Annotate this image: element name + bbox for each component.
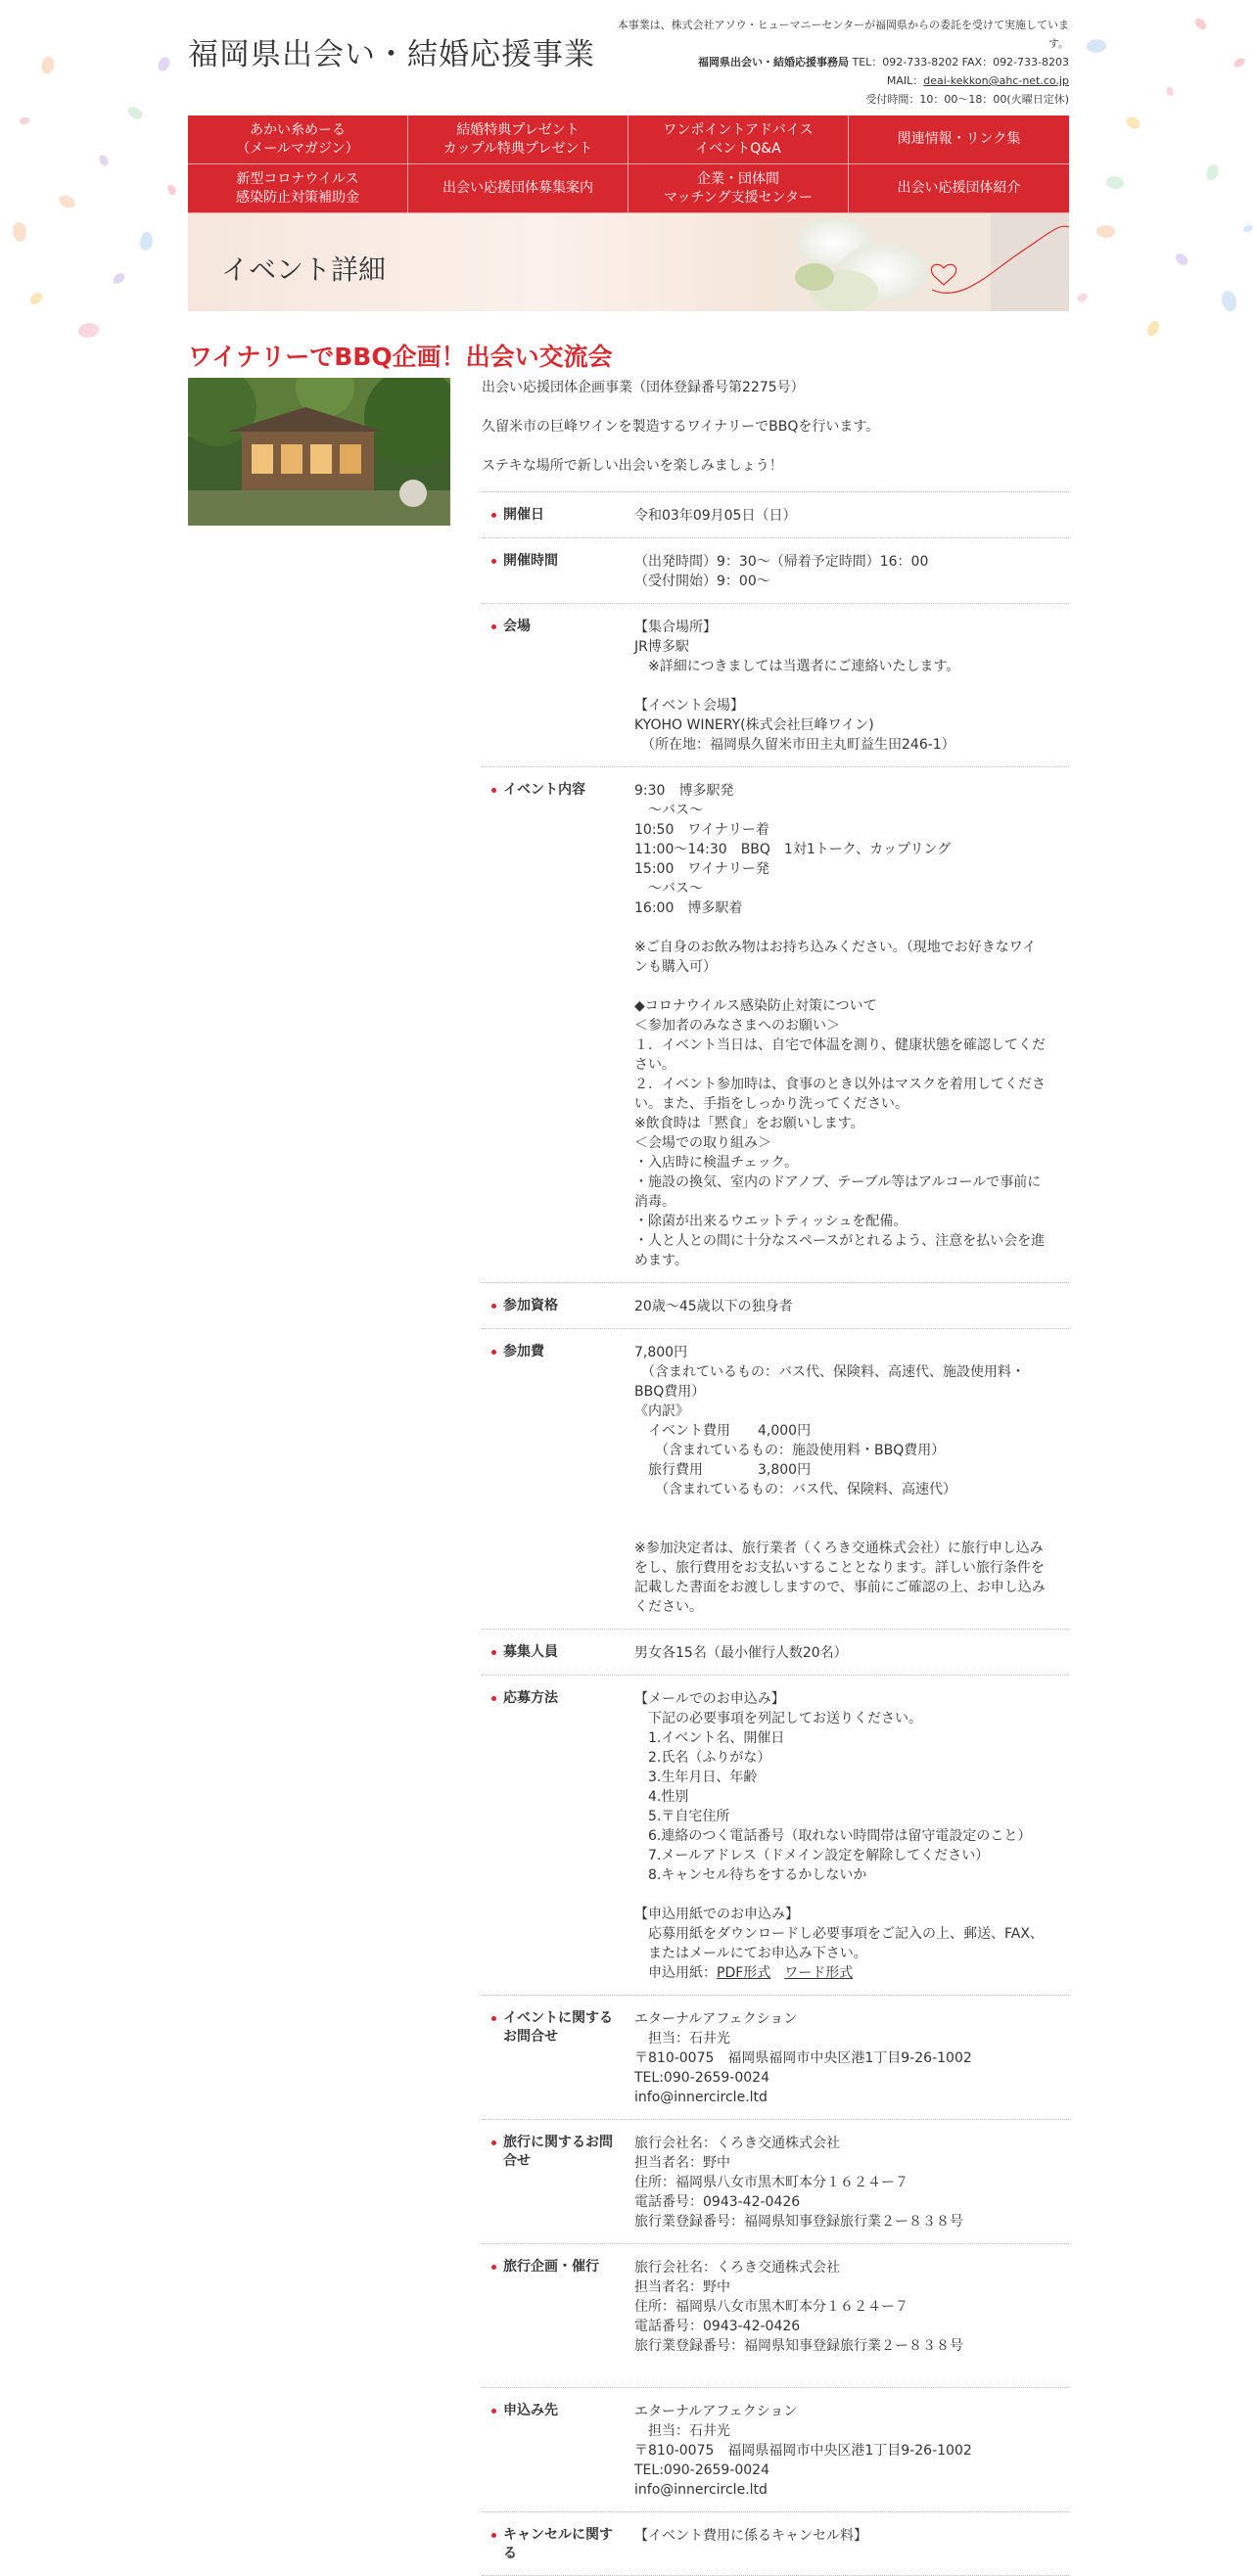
detail-label: イベント内容 — [482, 767, 621, 1282]
detail-value: 旅行会社名：くろき交通株式会社 担当者名：野中 住所：福岡県八女市黒木町本分１６２４ー７ 電話番号：0943-42-0426 旅行業登録番号：福岡県知事登録旅行業２ー８３８号 — [634, 2136, 963, 2230]
event-title: ワイナリーでBBQ企画！出会い交流会 — [188, 343, 613, 371]
detail-row-application — [482, 1676, 1069, 1996]
detail-label: 応募方法 — [482, 1676, 621, 1995]
detail-value: 7,800円 （含まれているもの：バス代、保険料、高速代、施設使用料・BBQ費用） 《内訳》 イベント費用 4,000円 （含まれているもの：施設使用料・BBQ費用） 旅行費用 3,800円 （含まれているもの：バス代、保険料、高速代） ※参加決定者は、旅行業者（くろき交通株式会社）に旅行申し込みをし、旅行費用をお支払いすることとなります。詳しい旅行条件を記載した書面をお渡ししますので、事前にご確認の上、お申し込みください。 — [634, 1345, 1046, 1615]
detail-row-content — [482, 767, 1069, 1283]
detail-row-fee — [482, 1329, 1069, 1630]
mail-label: MAIL： — [886, 74, 924, 87]
detail-value: 旅行会社名：くろき交通株式会社 担当者名：野中 住所：福岡県八女市黒木町本分１６２４ー７ 電話番号：0943-42-0426 旅行業登録番号：福岡県知事登録旅行業２ー８３８号 — [634, 2260, 963, 2354]
detail-label: 開催日 — [482, 492, 621, 537]
header-notice: 本事業は、株式会社アソウ・ヒューマニーセンターが福岡県からの委託を受けて実施しています。 — [617, 19, 1069, 50]
detail-row-cancel — [482, 2512, 1069, 2576]
detail-label: 旅行に関するお問合せ — [482, 2120, 621, 2243]
detail-row-venue — [482, 604, 1069, 767]
detail-row-date — [482, 492, 1069, 538]
petal-decoration — [1242, 224, 1253, 233]
detail-value: 20歳～45歳以下の独身者 — [634, 1299, 793, 1314]
detail-value: 令和03年09月05日（日） — [634, 508, 797, 524]
petal-decoration — [1124, 114, 1141, 131]
header-office-line — [599, 53, 1069, 71]
petal-decoration — [77, 322, 99, 339]
petal-decoration — [57, 192, 77, 211]
detail-label: 旅行企画・催行 — [482, 2244, 621, 2387]
header-mail-line — [599, 71, 1069, 90]
intro-line: 出会い応援団体企画事業（団体登録番号第2275号） — [482, 380, 805, 395]
detail-row-apply-to — [482, 2388, 1069, 2512]
site-title[interactable]: 福岡県出会い・結婚応援事業 — [188, 37, 595, 72]
detail-row-time — [482, 538, 1069, 604]
petal-decoration — [27, 291, 44, 306]
petal-decoration — [1193, 17, 1208, 32]
petal-decoration — [1095, 223, 1117, 240]
detail-value: エターナルアフェクション 担当：石井光 〒810-0075 福岡県福岡市中央区港1丁目9-26-1002 TEL:090-2659-0024 info@innercircle.ltd — [634, 2011, 972, 2105]
nav-mail-magazine[interactable]: あかい糸めーる （メールマガジン） — [188, 115, 408, 164]
petal-decoration — [1166, 86, 1174, 97]
detail-value: 【イベント費用に係るキャンセル料】 — [634, 2528, 867, 2544]
event-details-table — [482, 491, 1069, 2576]
word-form-link[interactable]: ワード形式 — [784, 1965, 854, 1981]
page-banner — [188, 213, 1069, 311]
detail-value: 9:30 博多駅発 ～バス～ 10:50 ワイナリー着 11:00～14:30 BBQ 1対1トーク、カップリング 15:00 ワイナリー発 ～バス～ 16:00 博多駅着 ※ご自身のお飲み物はお持ち込みください。（現地でお好きなワインも購入可） ◆コロナウイルス感染防止対策について ＜参加者のみなさまへのお願い＞ １．イベント当日は、自宅で体温を測り、健康状態を確認してください。 ２．イベント参加時は、食事のとき以外はマスクを着用してください。また、手指をしっかり洗ってください。 ※飲食時は「黙食」をお願いします。 ＜会場での取り組み＞ ・入店時に検温チェック。 ・施設の換気、室内のドアノブ、テーブル等はアルコールで事前に消毒。 ・除菌が出来るウエットティッシュを配備。 ・人と人との間に十分なスペースがとれるよう、注意を払い会を進めます。 — [634, 783, 1046, 1268]
detail-row-capacity — [482, 1630, 1069, 1676]
flower-image — [775, 213, 1069, 311]
detail-label: 募集人員 — [482, 1630, 621, 1675]
petal-decoration — [1203, 162, 1222, 183]
nav-group-recruit[interactable]: 出会い応援団体募集案内 — [408, 164, 628, 213]
office-hours: 受付時間：10：00～18：00(火曜日定休) — [865, 93, 1069, 106]
detail-row-event-contact — [482, 1996, 1069, 2120]
mail-link[interactable]: deai-kekkon@ahc-net.co.jp — [923, 74, 1069, 87]
petal-decoration — [1222, 291, 1236, 311]
detail-row-eligibility — [482, 1283, 1069, 1329]
intro-line: ステキな場所で新しい出会いを楽しみましょう！ — [482, 458, 783, 474]
detail-value: 【集合場所】 JR博多駅 ※詳細につきましては当選者にご連絡いたします。 【イベント会場】 KYOHO WINERY(株式会社巨峰ワイン) （所在地：福岡県久留米市田主丸町益生田246-1） — [634, 620, 960, 753]
detail-label: 参加費 — [482, 1329, 621, 1629]
nav-group-intro[interactable]: 出会い応援団体紹介 — [849, 164, 1069, 213]
petal-decoration — [112, 272, 127, 286]
page-title: イベント詳細 — [221, 253, 387, 286]
petal-decoration — [38, 55, 58, 76]
petal-decoration — [1076, 293, 1089, 303]
nav-advice-qa[interactable]: ワンポイントアドバイス イベントQ&A — [628, 115, 849, 164]
global-nav — [188, 115, 1069, 213]
petal-decoration — [137, 230, 156, 252]
nav-matching-center[interactable]: 企業・団体間 マッチング支援センター — [628, 164, 849, 213]
header-info — [599, 16, 1069, 109]
pdf-form-link[interactable]: PDF形式 — [717, 1965, 771, 1981]
event-photo — [188, 378, 450, 526]
petal-decoration — [20, 117, 29, 124]
detail-row-travel-contact — [482, 2120, 1069, 2244]
detail-value: （出発時間）9：30～（帰着予定時間）16：00 （受付開始）9：00～ — [634, 554, 929, 589]
office-name: 福岡県出会い・結婚応援事務局 — [697, 56, 849, 69]
nav-links[interactable]: 関連情報・リンク集 — [849, 115, 1069, 164]
detail-label: キャンセルに関する — [482, 2512, 621, 2575]
intro-line: 久留米市の巨峰ワインを製造するワイナリーでBBQを行います。 — [482, 419, 880, 435]
petal-decoration — [1086, 37, 1107, 54]
nav-covid-subsidy[interactable]: 新型コロナウイルス 感染防止対策補助金 — [188, 164, 408, 213]
detail-label: 開催時間 — [482, 538, 621, 603]
detail-label: 申込み先 — [482, 2388, 621, 2511]
petal-decoration — [155, 55, 172, 73]
petal-decoration — [167, 184, 177, 196]
detail-value: 【メールでのお申込み】 下記の必要事項を列記してお送りください。 1.イベント名、開催日 2.氏名（ふりがな） 3.生年月日、年齢 4.性別 5.〒自宅住所 6.連絡のつく電話番号（取れない時間帯は留守電設定のこと） 7.メールアドレス（ドメイン設定を解除してください） 8.キャンセル待ちをするかしないか 【申込用紙でのお申込み】 応募用紙をダウンロードし必要事項をご記入の上、郵送、FAX、 またはメールにてお申込み下さい。 申込用紙：PDF形式 ワード形式 — [634, 1691, 1044, 1981]
detail-row-travel-organizer — [482, 2244, 1069, 2388]
petal-decoration — [1174, 251, 1189, 267]
detail-value: エターナルアフェクション 担当：石井光 〒810-0075 福岡県福岡市中央区港1丁目9-26-1002 TEL:090-2659-0024 info@innercircle.ltd — [634, 2404, 972, 2498]
petal-decoration — [99, 154, 110, 167]
petal-decoration — [1233, 57, 1246, 69]
petal-decoration — [1104, 173, 1125, 191]
event-intro — [482, 378, 1069, 495]
detail-label: 参加資格 — [482, 1283, 621, 1328]
detail-value: 男女各15名（最小催行人数20名） — [634, 1645, 848, 1661]
petal-decoration — [125, 104, 144, 122]
petal-decoration — [1144, 319, 1162, 338]
detail-label: イベントに関するお問合せ — [482, 1996, 621, 2119]
petal-decoration — [12, 222, 26, 243]
office-tel-fax: TEL：092-733-8202 FAX：092-733-8203 — [852, 56, 1069, 69]
detail-label: 会場 — [482, 604, 621, 766]
nav-present[interactable]: 結婚特典プレゼント カップル特典プレゼント — [408, 115, 628, 164]
